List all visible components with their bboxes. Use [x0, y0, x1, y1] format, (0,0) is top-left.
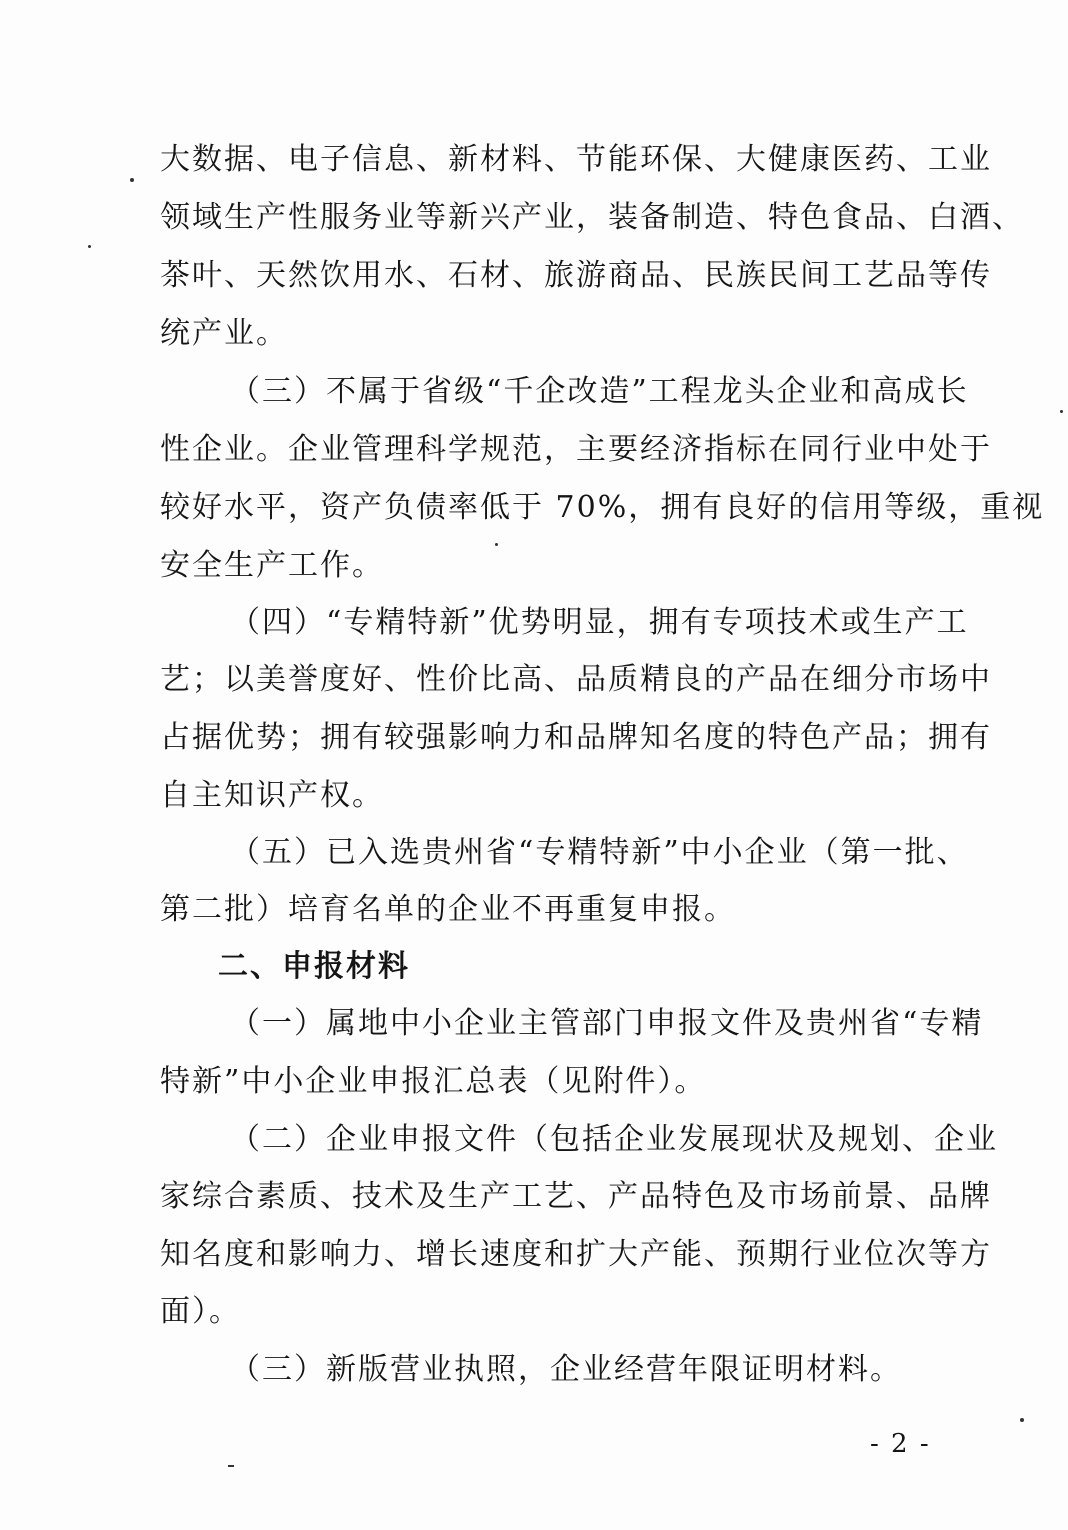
paragraph-first-line: （四）“专精特新”优势明显，拥有专项技术或生产工 — [230, 605, 969, 640]
text-line: 面）。 — [160, 1294, 241, 1329]
text-line: 特新”中小企业申报汇总表（见附件）。 — [160, 1064, 707, 1099]
scan-speck — [88, 245, 91, 248]
page-number: - 2 - — [870, 1429, 931, 1459]
text-line: 艺；以美誉度好、性价比高、品质精良的产品在细分市场中 — [160, 662, 992, 697]
text-line: 自主知识产权。 — [160, 778, 384, 813]
text-line: 第二批）培育名单的企业不再重复申报。 — [160, 892, 736, 927]
paragraph-first-line: （二）企业申报文件（包括企业发展现状及规划、企业 — [230, 1122, 998, 1157]
text-line: 占据优势；拥有较强影响力和品牌知名度的特色产品；拥有 — [160, 720, 992, 755]
text-line: 统产业。 — [160, 316, 288, 351]
text-line: 领域生产性服务业等新兴产业，装备制造、特色食品、白酒、 — [160, 200, 1024, 235]
paragraph-first-line: （三）新版营业执照，企业经营年限证明材料。 — [230, 1352, 902, 1387]
text-line: 家综合素质、技术及生产工艺、产品特色及市场前景、品牌 — [160, 1179, 992, 1214]
section-heading: 二、申报材料 — [218, 949, 410, 984]
scan-speck — [1020, 1418, 1024, 1422]
scan-speck — [130, 178, 134, 182]
paragraph-first-line: （五）已入选贵州省“专精特新”中小企业（第一批、 — [230, 835, 969, 870]
text-line: 较好水平，资产负债率低于 70%，拥有良好的信用等级，重视 — [160, 490, 1045, 525]
scan-speck — [1060, 410, 1063, 413]
text-line: 安全生产工作。 — [160, 548, 384, 583]
text-line: 知名度和影响力、增长速度和扩大产能、预期行业位次等方 — [160, 1237, 992, 1272]
text-line: 茶叶、天然饮用水、石材、旅游商品、民族民间工艺品等传 — [160, 258, 992, 293]
paragraph-first-line: （三）不属于省级“千企改造”工程龙头企业和高成长 — [230, 374, 969, 409]
text-line: 性企业。企业管理科学规范，主要经济指标在同行业中处于 — [160, 432, 992, 467]
text-line: 大数据、电子信息、新材料、节能环保、大健康医药、工业 — [160, 142, 992, 177]
paragraph-first-line: （一）属地中小企业主管部门申报文件及贵州省“专精 — [230, 1006, 984, 1041]
scan-speck — [495, 543, 498, 546]
scan-speck — [228, 1465, 234, 1467]
